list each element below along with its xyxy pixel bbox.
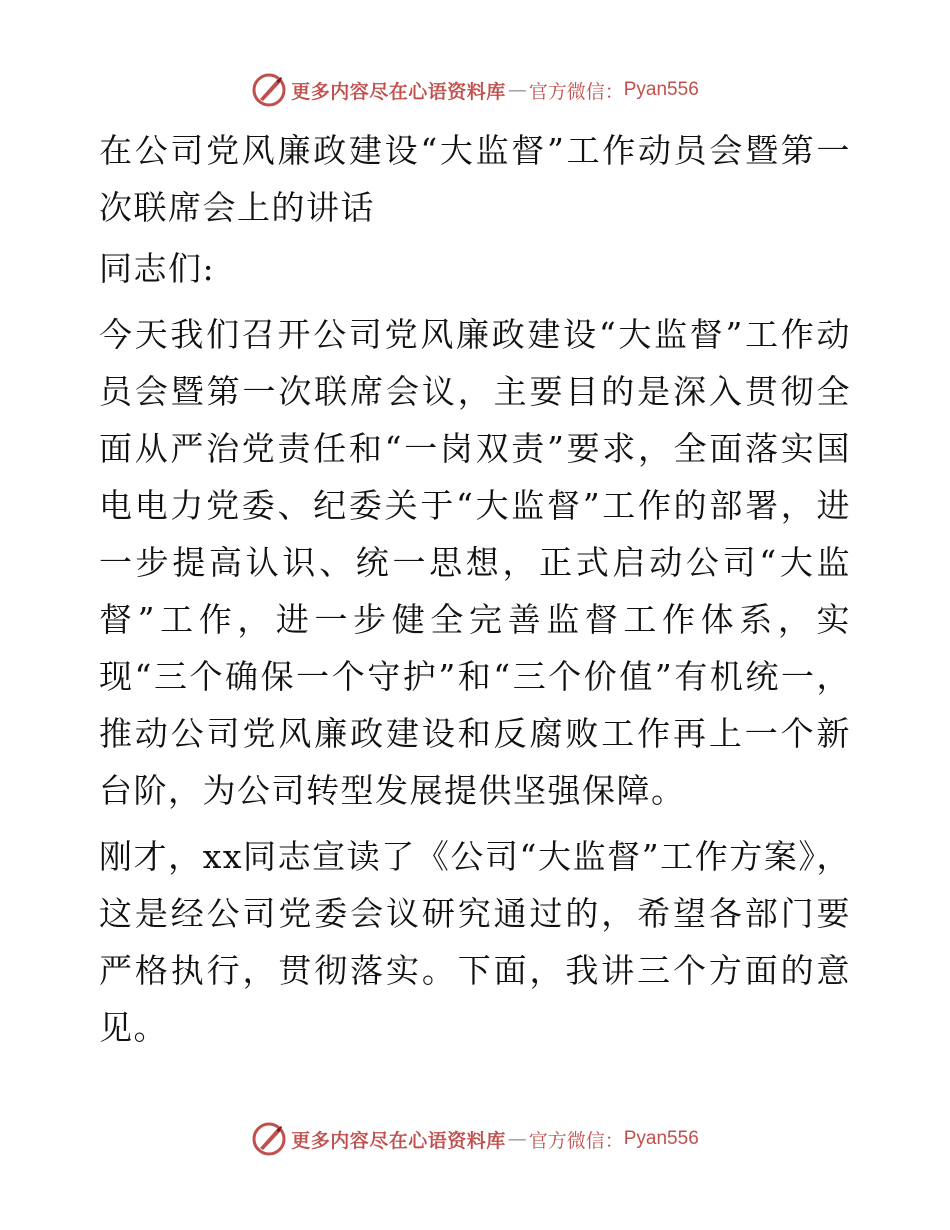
watermark-dash: — [507, 79, 527, 101]
quill-logo-icon [251, 1121, 287, 1157]
salutation: 同志们: [99, 249, 216, 288]
watermark-wechat-label: 官方微信： [528, 1129, 624, 1152]
quill-logo-icon [251, 72, 287, 108]
paragraph: 刚才，xx同志宣读了《公司“大监督”工作方案》，这是经公司党委会议研究通过的，希望各部门要严格执行，贯彻落实。下面，我讲三个方面的意见。 [99, 837, 851, 1047]
document-title: 在公司党风廉政建设“大监督”工作动员会暨第一次联席会上的讲话 [99, 131, 851, 227]
footer-watermark [0, 1119, 950, 1159]
paragraph: 今天我们召开公司党风廉政建设“大监督”工作动员会暨第一次联席会议，主要目的是深入贯彻全面从严治党责任和“一岗双责”要求，全面落实国电电力党委、纪委关于“大监督”工作的部署，进一步提高认识、统一思想，正式启动公司“大监督”工作，进一步健全完善监督工作体系，实现“三个确保一个守护”和“三个价值”有机统一，推动公司党风廉政建设和反腐败工作再上一个新台阶，为公司转型发展提供坚强保障。 [99, 315, 851, 810]
watermark-wechat-label: 官方微信： [528, 80, 624, 103]
watermark-wechat-id: Pyan556 [623, 79, 699, 100]
header-watermark [0, 70, 950, 110]
watermark-site-name: 更多内容尽在心语资料库 [291, 1129, 506, 1152]
document-body [99, 122, 851, 1065]
watermark-site-name: 更多内容尽在心语资料库 [291, 80, 506, 103]
watermark-dash: — [507, 1128, 527, 1150]
watermark-wechat-id: Pyan556 [623, 1128, 699, 1149]
